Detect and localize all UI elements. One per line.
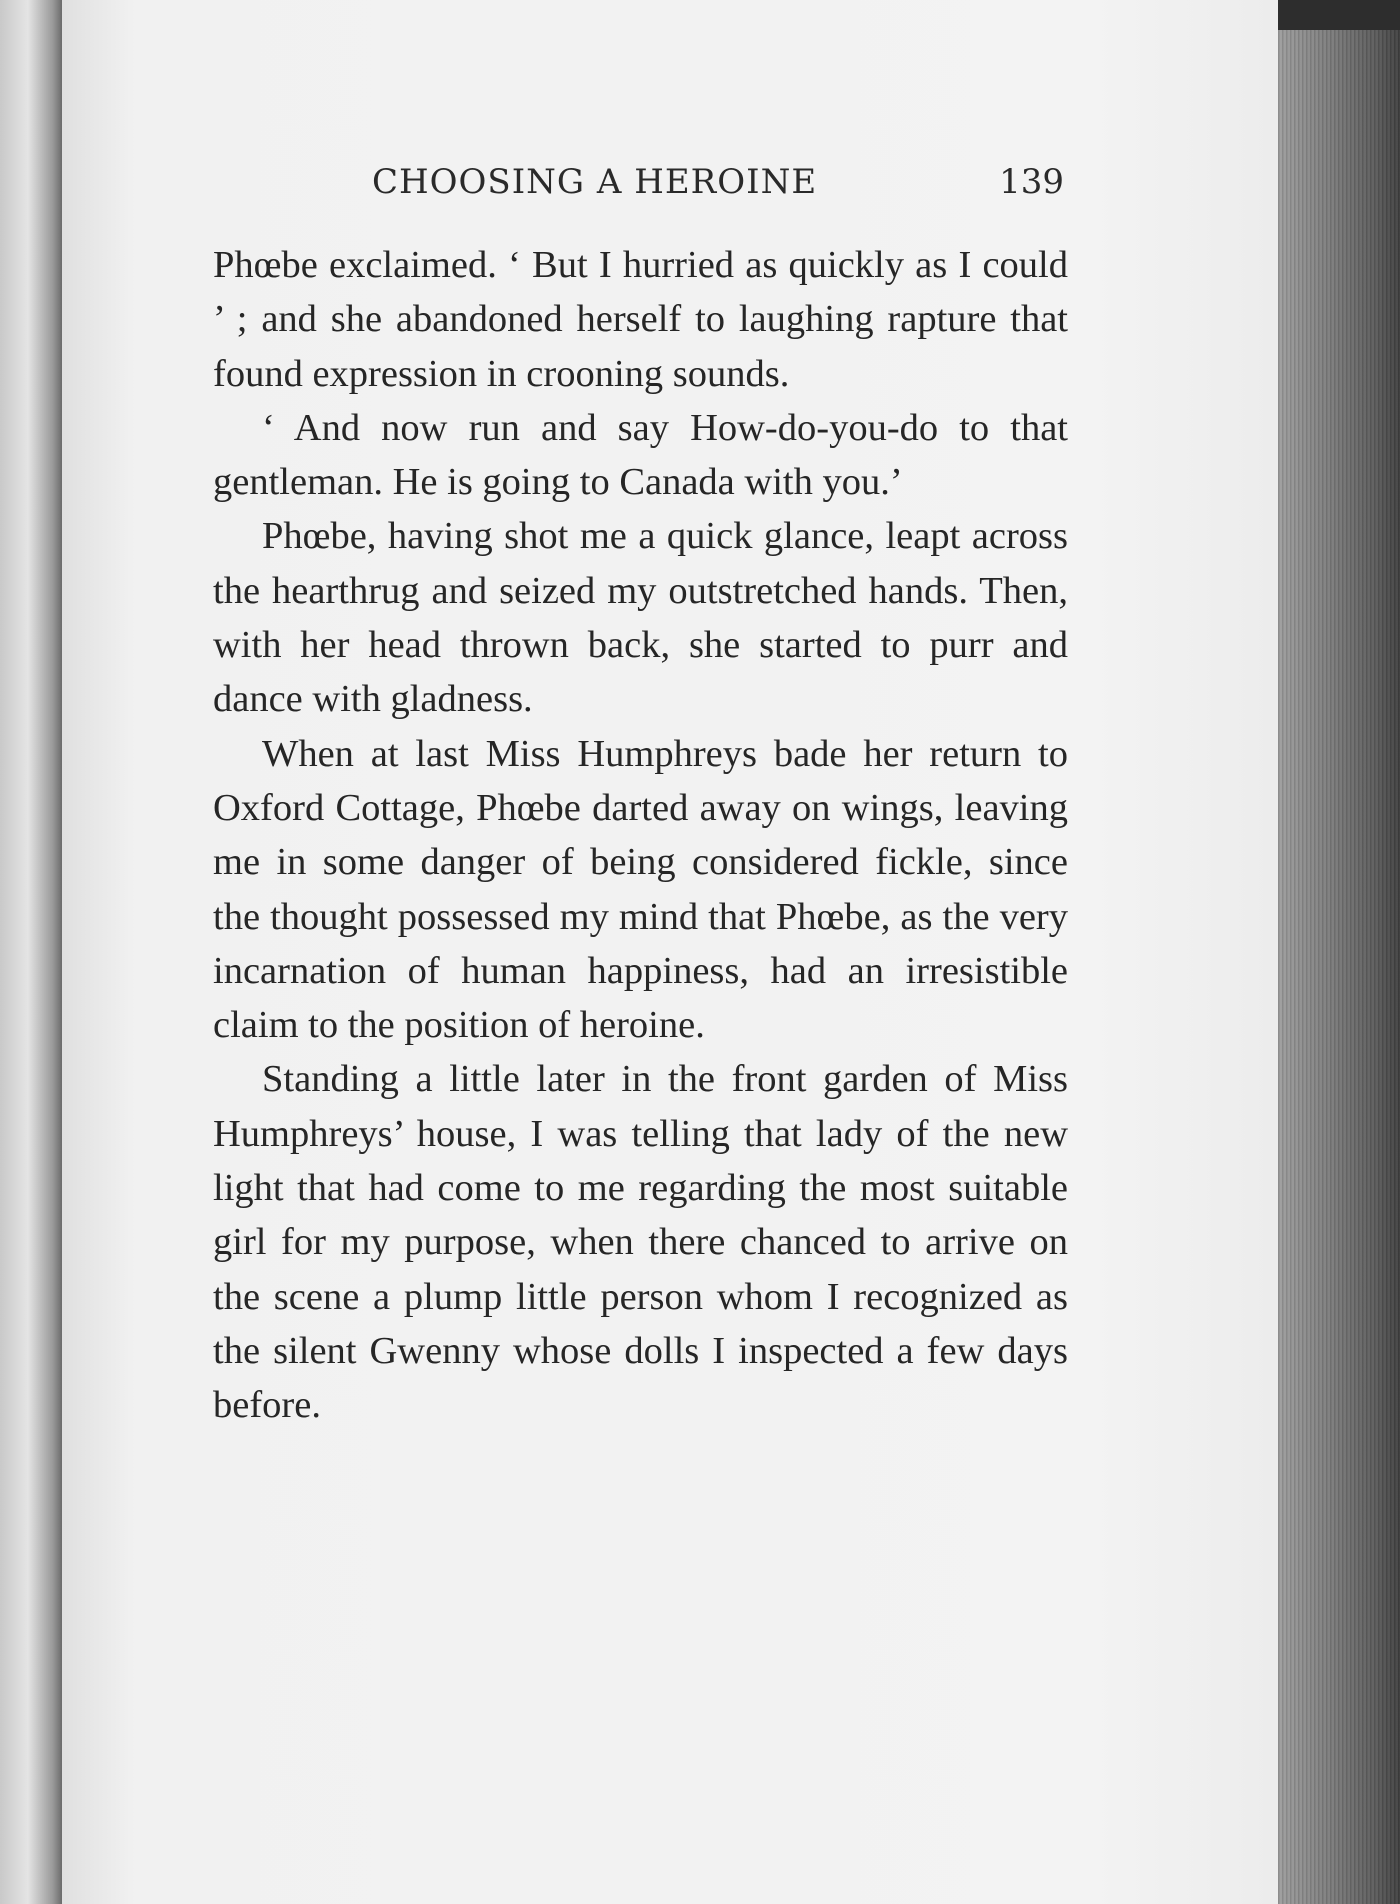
page-number: 139	[999, 162, 1064, 202]
paragraph: When at last Miss Humphreys bade her return to Oxford Cottage, Phœbe darted away on wings, leaving me in some danger of being considered fickle, since the thought possessed my mind that Phœbe, as the very incarnation of human happiness, had an irresistible claim to the position of heroine.	[213, 732, 1068, 1047]
paragraph: Phœbe, having shot me a quick glance, leapt across the hearthrug and seized my outstretched hands. Then, with her head thrown back, she started to purr and dance with gladness.	[213, 515, 1068, 721]
running-head	[372, 162, 1064, 212]
page-fore-edge	[1278, 30, 1400, 1904]
paragraph: ‘ And now run and say How-do-you-do to that gentleman. He is going to Canada with you.’	[213, 406, 1068, 504]
paragraph-continuation: Phœbe exclaimed. ‘ But I hurried as quickly as I could ’ ; and she abandoned herself to laughing rapture that found expression in crooning sounds.	[213, 244, 1068, 395]
running-title: CHOOSING A HEROINE	[372, 162, 818, 202]
paragraph: Standing a little later in the front garden of Miss Humphreys’ house, I was telling that lady of the new light that had come to me regarding the most suitable girl for my purpose, when there chanced to arrive on the scene a plump little person whom I recognized as the silent Gwenny whose dolls I inspected a few days before.	[213, 1058, 1068, 1427]
body-text	[213, 238, 1068, 1433]
facing-page-edge	[0, 0, 62, 1904]
scan-border	[1278, 0, 1400, 30]
